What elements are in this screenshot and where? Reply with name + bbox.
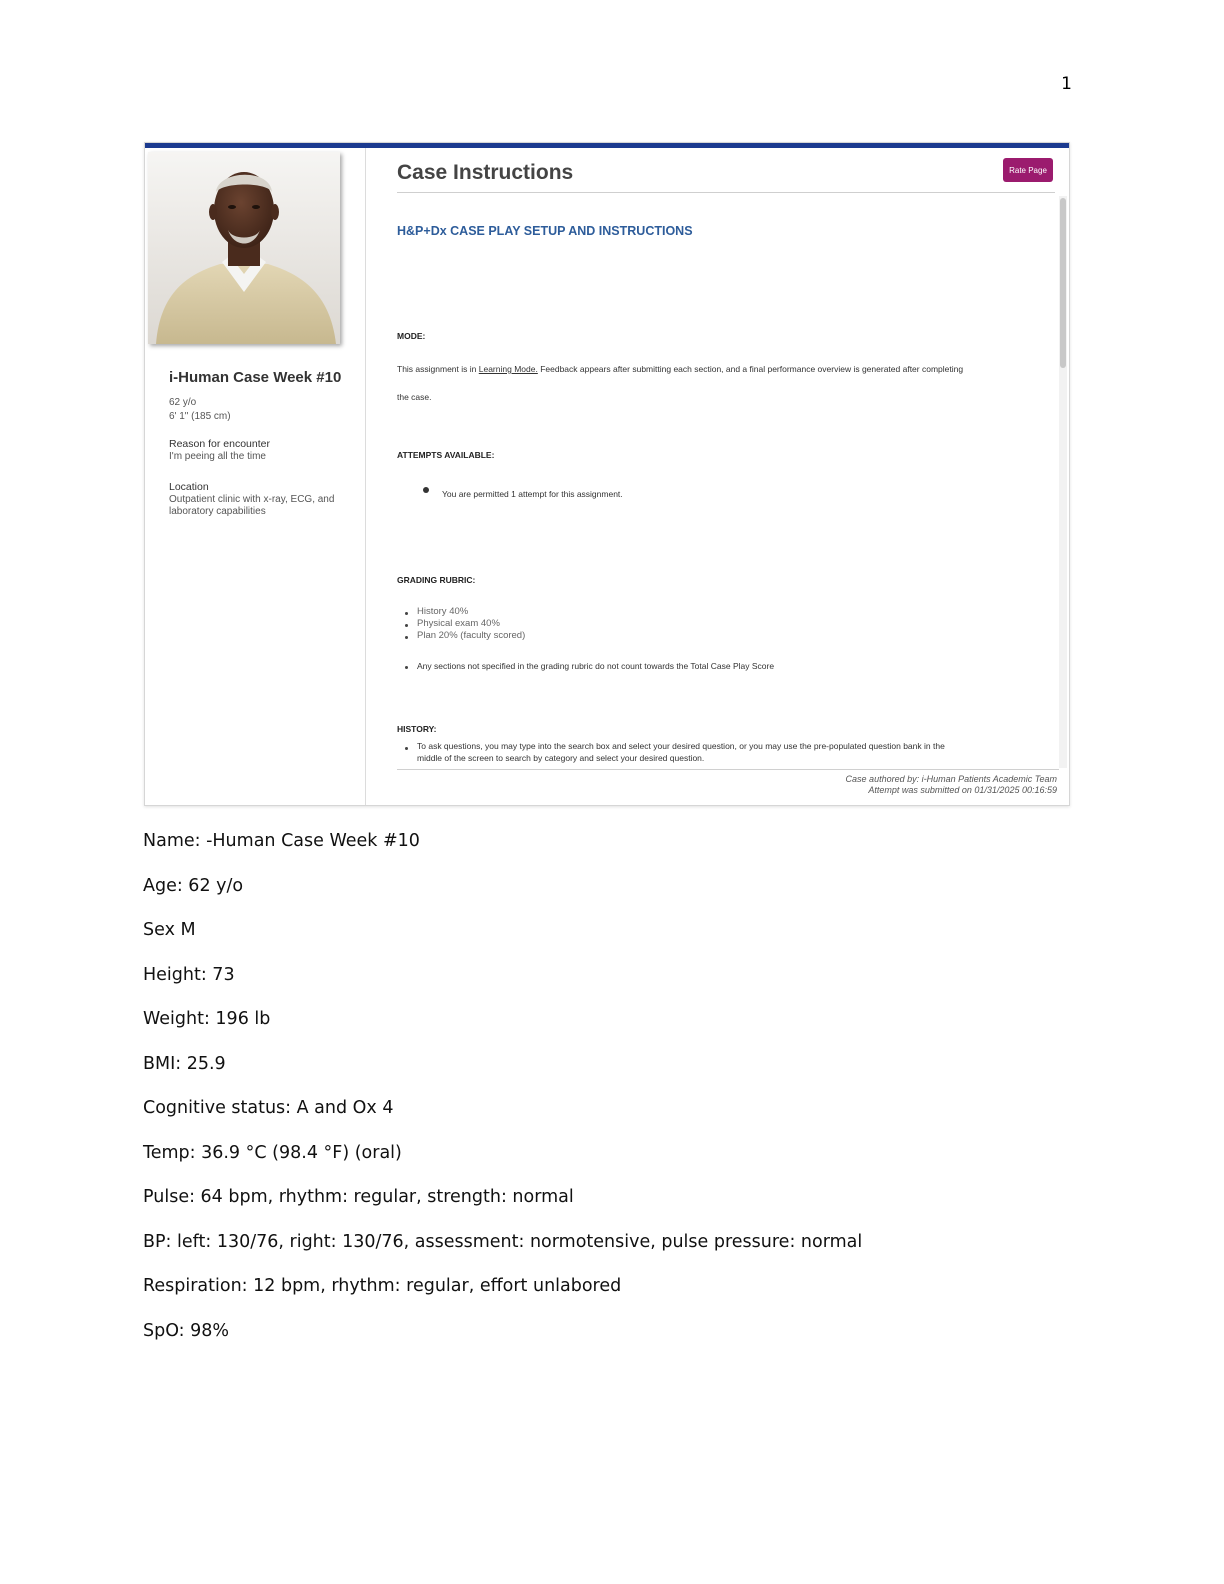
case-footer	[846, 774, 1057, 796]
history-heading: HISTORY:	[397, 724, 437, 734]
history-text-line-1: To ask questions, you may type into the search box and select your desired question, or you may use the pre-populated question bank in the	[417, 741, 945, 751]
attempts-text: You are permitted 1 attempt for this assignment.	[442, 489, 623, 499]
instructions-heading: H&P+Dx CASE PLAY SETUP AND INSTRUCTIONS	[397, 224, 693, 238]
attempts-heading: ATTEMPTS AVAILABLE:	[397, 450, 495, 460]
case-screenshot	[144, 142, 1070, 806]
bullet-icon	[405, 747, 408, 750]
footer-submitted: Attempt was submitted on 01/31/2025 00:16:59	[868, 785, 1057, 795]
instructions-content	[397, 196, 1052, 768]
learning-mode-link[interactable]: Learning Mode.	[478, 364, 538, 374]
rubric-note: Any sections not specified in the grading rubric do not count towards the Total Case Play Score	[417, 661, 775, 671]
rate-page-button[interactable]: Rate Page	[1003, 158, 1053, 182]
doc-name: Name: -Human Case Week #10	[143, 831, 420, 851]
doc-bmi: BMI: 25.9	[143, 1054, 226, 1074]
panel-title: Case Instructions	[397, 161, 574, 184]
mode-text	[397, 364, 963, 374]
doc-pulse: Pulse: 64 bpm, rhythm: regular, strength: normal	[143, 1187, 574, 1207]
bullet-icon	[405, 612, 408, 615]
page-number: 1	[1061, 74, 1072, 94]
location-value: Outpatient clinic with x-ray, ECG, and laboratory capabilities	[169, 494, 335, 517]
history-text-line-2: middle of the screen to search by category and select your desired question.	[417, 753, 705, 763]
rubric-heading: GRADING RUBRIC:	[397, 575, 476, 585]
rubric-item-plan: Plan 20% (faculty scored)	[417, 630, 526, 641]
bullet-icon	[405, 624, 408, 627]
mode-text-continued: the case.	[397, 392, 432, 402]
doc-bp: BP: left: 130/76, right: 130/76, assessment: normotensive, pulse pressure: normal	[143, 1232, 863, 1252]
footer-divider	[397, 769, 1059, 770]
doc-temp: Temp: 36.9 °C (98.4 °F) (oral)	[143, 1143, 402, 1163]
mode-text-start: This assignment is in	[397, 364, 477, 374]
case-instructions-panel	[366, 148, 1069, 805]
bullet-icon	[405, 666, 408, 669]
patient-age: 62 y/o	[169, 397, 197, 408]
footer-author: Case authored by: i-Human Patients Academic Team	[845, 774, 1057, 784]
scrollbar-thumb[interactable]	[1060, 198, 1066, 368]
patient-height: 6' 1" (185 cm)	[169, 411, 231, 422]
rubric-item-history: History 40%	[417, 606, 469, 617]
mode-heading: MODE:	[397, 331, 426, 341]
reason-value: I'm peeing all the time	[169, 451, 266, 462]
title-divider	[397, 192, 1055, 193]
mode-text-rest: Feedback appears after submitting each section, and a final performance overview is generated after completing	[540, 364, 964, 374]
rubric-item-physical: Physical exam 40%	[417, 618, 500, 629]
location-label: Location	[169, 481, 209, 493]
patient-demographics	[169, 396, 231, 424]
doc-sex: Sex M	[143, 920, 196, 940]
doc-height: Height: 73	[143, 965, 235, 985]
doc-weight: Weight: 196 lb	[143, 1009, 271, 1029]
case-title: i-Human Case Week #10	[169, 369, 342, 386]
doc-cognitive: Cognitive status: A and Ox 4	[143, 1098, 394, 1118]
doc-age: Age: 62 y/o	[143, 876, 244, 896]
patient-portrait	[148, 152, 340, 344]
patient-sidebar	[145, 148, 366, 805]
bullet-icon	[423, 487, 429, 493]
bullet-icon	[405, 636, 408, 639]
reason-label: Reason for encounter	[169, 438, 270, 450]
doc-respiration: Respiration: 12 bpm, rhythm: regular, effort unlabored	[143, 1276, 622, 1296]
doc-spo2: SpO: 98%	[143, 1321, 230, 1341]
